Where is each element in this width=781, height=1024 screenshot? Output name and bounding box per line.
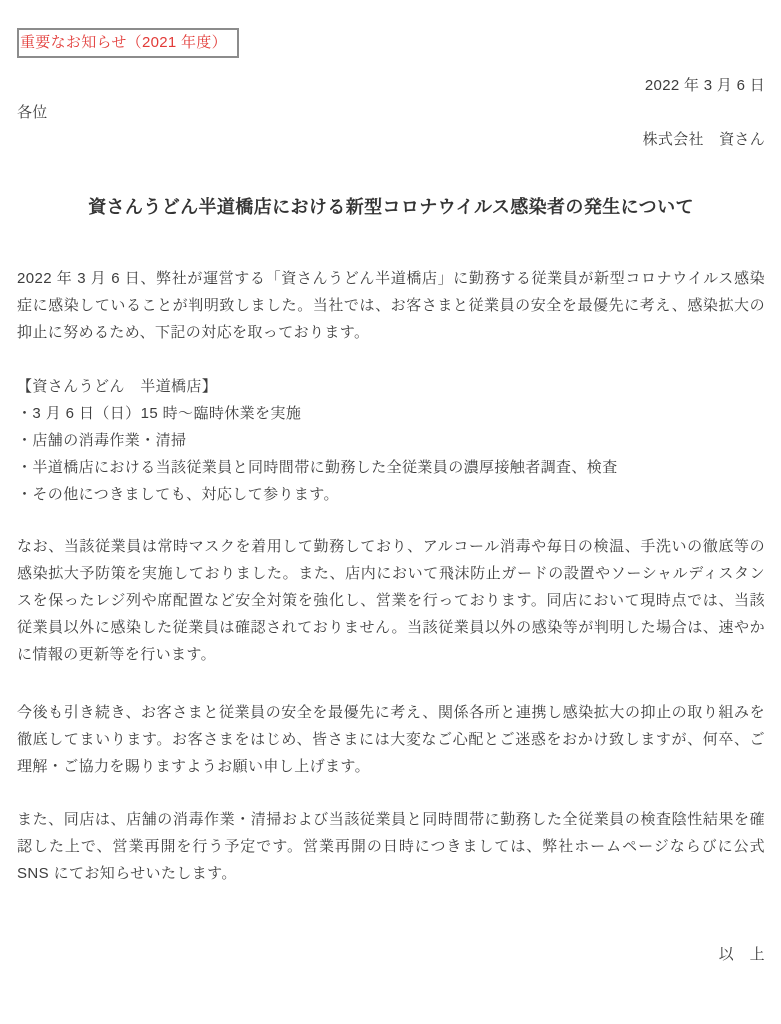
measure-item: ・3 月 6 日（日）15 時～臨時休業を実施 bbox=[17, 405, 302, 422]
closing-mark: 以 上 bbox=[718, 946, 765, 963]
measures-section bbox=[17, 373, 765, 508]
apology-paragraph: 今後も引き続き、お客さまと従業員の安全を最優先に考え、関係各所と連携し感染拡大の抑止の取り組みを徹底してまいります。お客さまをはじめ、皆さまには大変なご心配とご迷惑をおかけ致しますが、何卒、ご理解・ご協力を賜りますようお願い申し上げます。 bbox=[17, 704, 765, 775]
company-name: 株式会社 資さん bbox=[642, 131, 765, 148]
page-title: 資さんうどん半道橋店における新型コロナウイルス感染者の発生について bbox=[88, 197, 694, 217]
measure-item: ・半道橋店における当該従業員と同時間帯に勤務した全従業員の濃厚接触者調査、検査 bbox=[17, 459, 618, 476]
measure-item: ・その他につきましても、対応して参ります。 bbox=[17, 486, 339, 503]
measure-item: ・店舗の消毒作業・清掃 bbox=[17, 432, 187, 449]
prevention-paragraph: なお、当該従業員は常時マスクを着用して勤務しており、アルコール消毒や毎日の検温、手洗いの徹底等の感染拡大予防策を実施しておりました。また、店内において飛沫防止ガードの設置やソーシャルディスタンスを保ったレジ列や席配置など安全対策を強化し、営業を行っております。同店において現時点では、当該従業員以外に感染した従業員は確認されておりません。当該従業員以外の感染等が判明した場合は、速やかに情報の更新等を行います。 bbox=[17, 538, 765, 663]
important-notice-badge: 重要なお知らせ（2021 年度） bbox=[17, 28, 239, 58]
reopening-paragraph: また、同店は、店舗の消毒作業・清掃および当該従業員と同時間帯に勤務した全従業員の検査陰性結果を確認した上で、営業再開を行う予定です。営業再開の日時につきましては、弊社ホームページならびに公式 SNS にてお知らせいたします。 bbox=[17, 811, 765, 882]
measures-heading: 【資さんうどん 半道橋店】 bbox=[17, 378, 218, 395]
salutation: 各位 bbox=[17, 104, 48, 121]
document-date: 2022 年 3 月 6 日 bbox=[644, 77, 765, 94]
intro-paragraph: 2022 年 3 月 6 日、弊社が運営する「資さんうどん半道橋店」に勤務する従業員が新型コロナウイルス感染症に感染していることが判明致しました。当社では、お客さまと従業員の安全を最優先に考え、感染拡大の抑止に努めるため、下記の対応を取っております。 bbox=[17, 270, 765, 341]
document-header bbox=[17, 72, 765, 153]
